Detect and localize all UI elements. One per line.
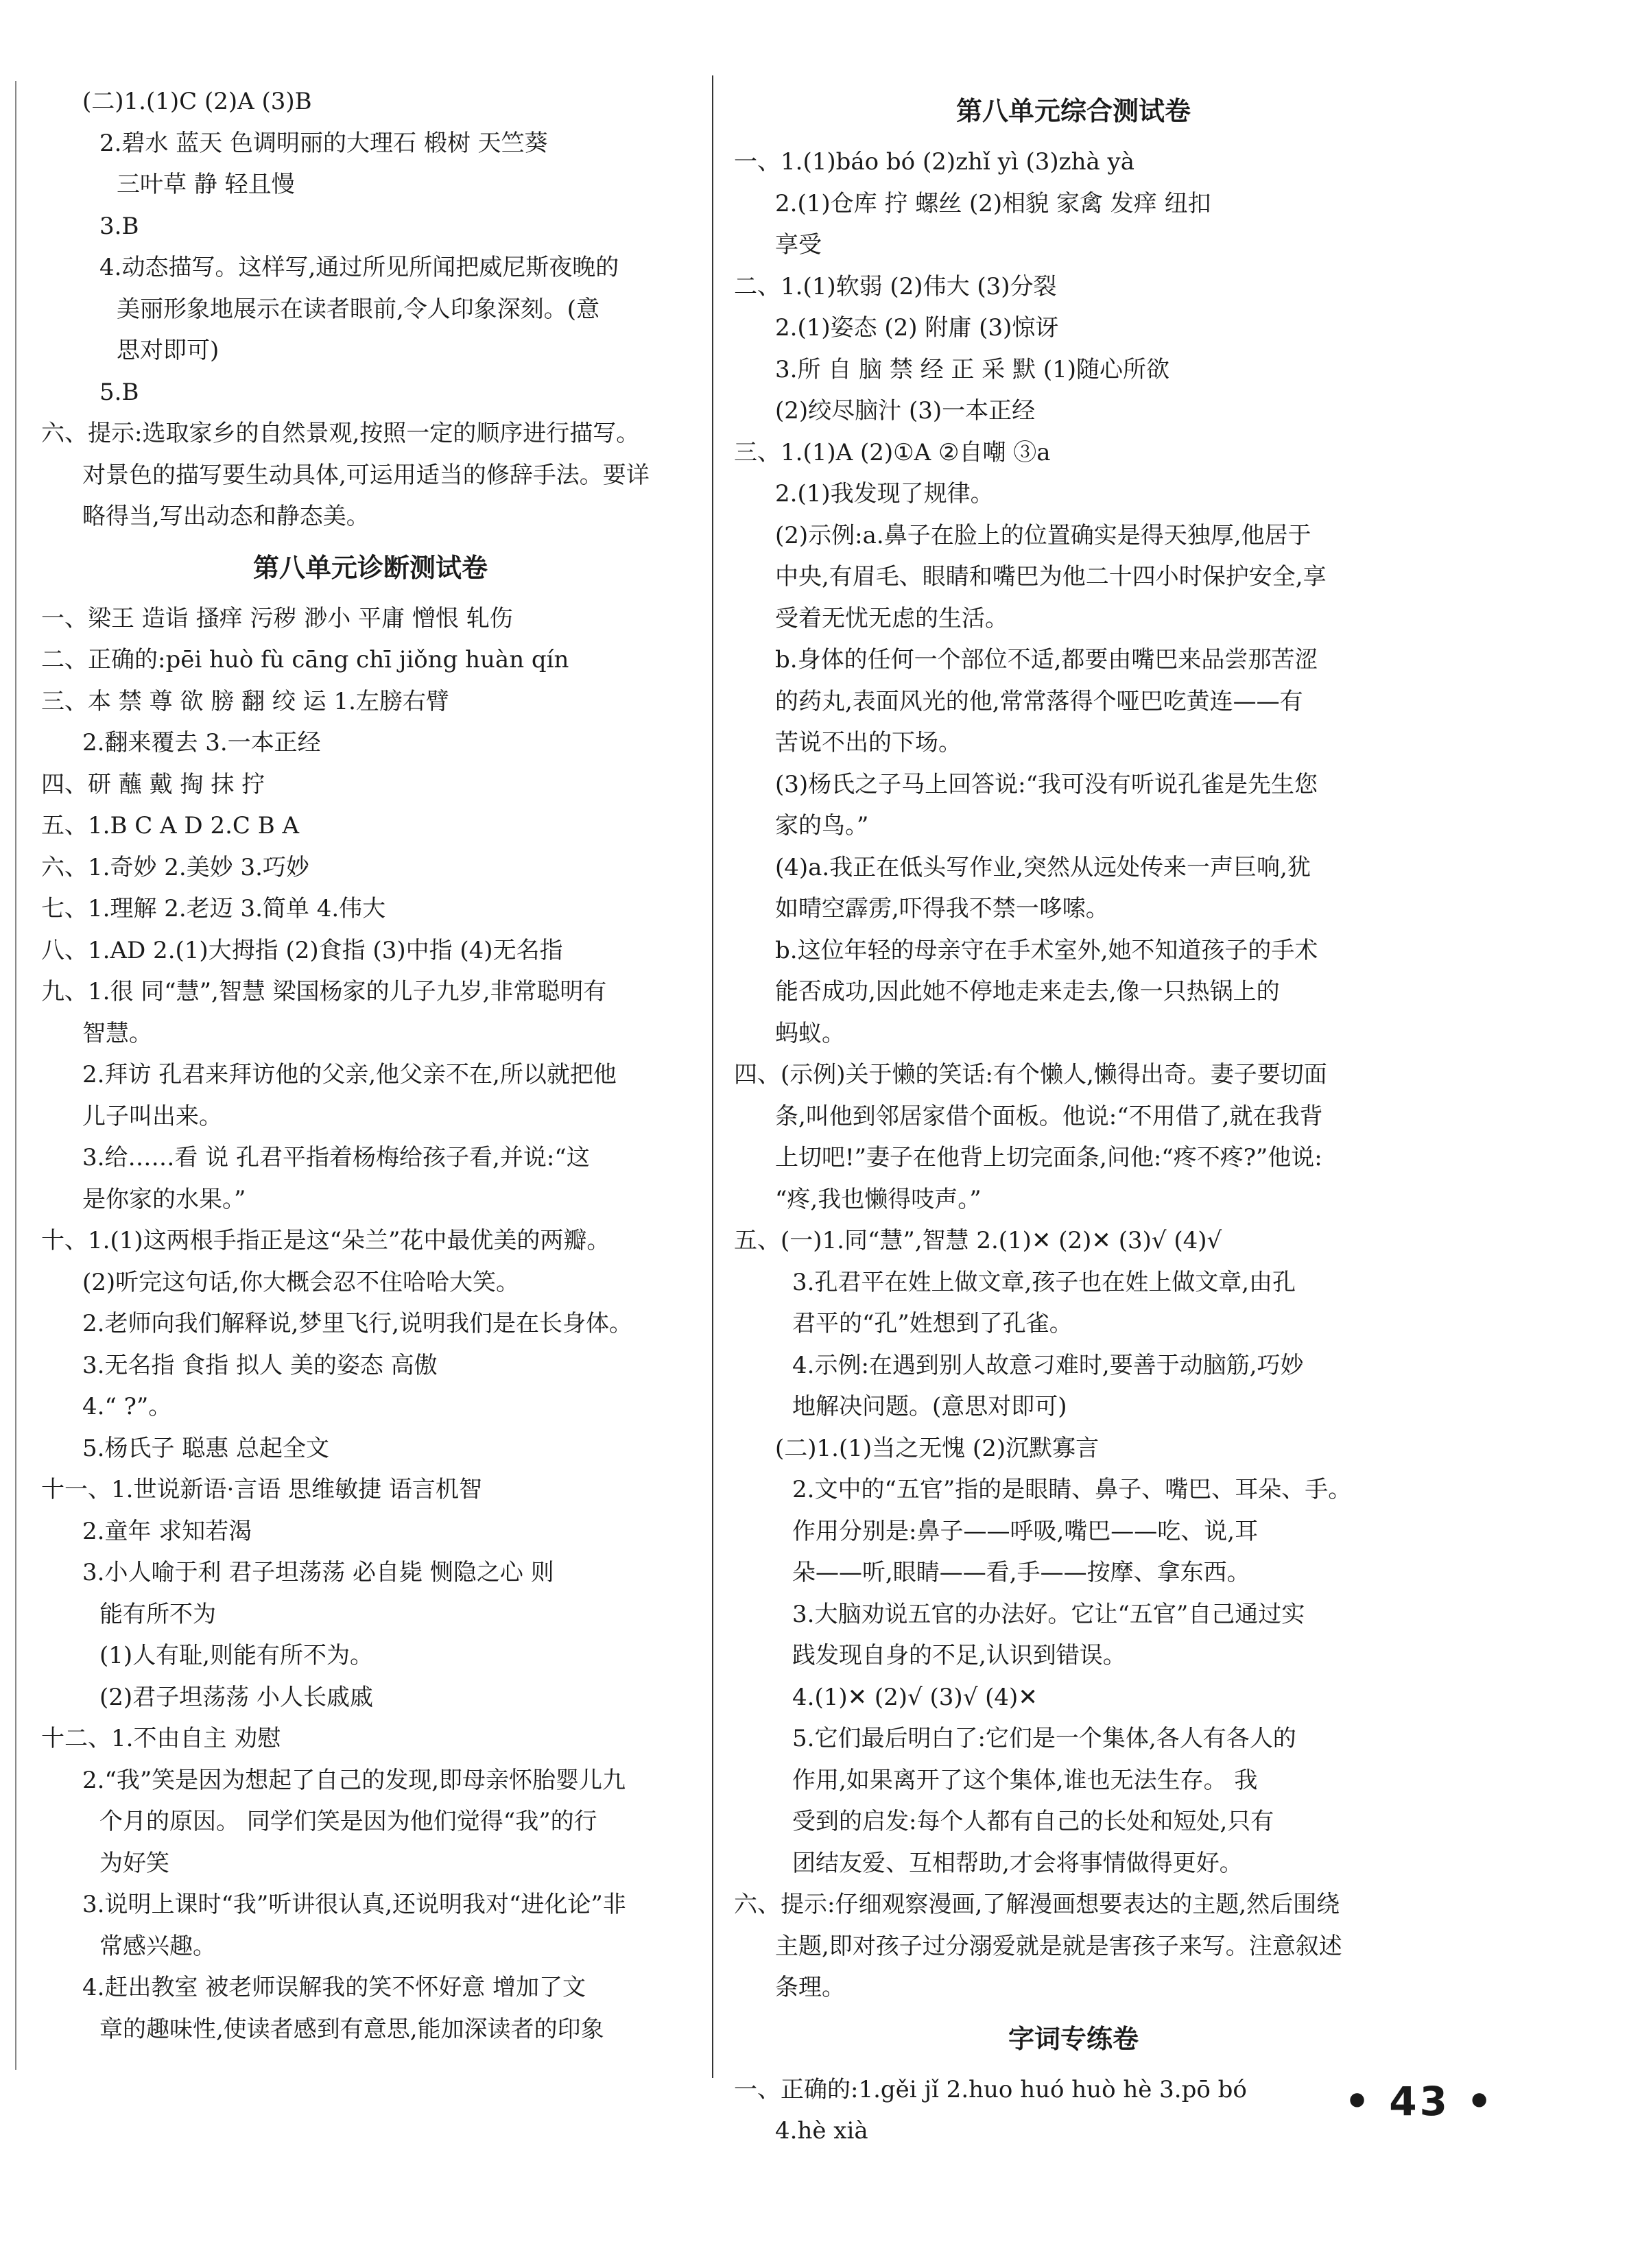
answer-line: 五、1.B C A D 2.C B A [41,812,300,839]
answer-line: 六、1.奇妙 2.美妙 3.巧妙 [41,853,309,881]
answer-line: 五、(一)1.同“慧”,智慧 2.(1)✕ (2)✕ (3)√ (4)√ [734,1227,1222,1254]
answer-line: 是你家的水果。” [82,1185,246,1213]
answer-line: 3.说明上课时“我”听讲很认真,还说明我对“进化论”非 [82,1891,626,1918]
answer-line: b.这位年轻的母亲守在手术室外,她不知道孩子的手术 [775,936,1318,964]
answer-line: 践发现自身的不足,认识到错误。 [792,1642,1126,1669]
right-column [734,81,1413,2152]
answer-line: 5.杨氏子 聪惠 总起全文 [82,1434,330,1462]
answer-line: 4.hè xià [775,2117,868,2145]
answer-line: 三、1.(1)A (2)①A ②自嘲 ③a [734,438,1051,466]
answer-line: 七、1.理解 2.老迈 3.简单 4.伟大 [41,895,386,922]
answer-line: 5.它们最后明白了:它们是一个集体,各人有各人的 [792,1725,1296,1752]
answer-line: 受着无忧无虑的生活。 [775,604,1008,632]
answer-line: 2.(1)我发现了规律。 [775,480,994,508]
answer-line: 2.童年 求知若渴 [82,1517,252,1545]
answer-line: 苦说不出的下场。 [775,729,962,756]
answer-line: 主题,即对孩子过分溺爱就是就是害孩子来写。注意叙述 [775,1932,1342,1960]
answer-line: 十二、1.不由自主 劝慰 [41,1725,281,1752]
answer-line: 二、正确的:pēi huò fù cāng chī jiǒng huàn qín [41,646,569,673]
answer-line: 2.(1)仓库 拧 螺丝 (2)相貌 家禽 发痒 纽扣 [775,189,1211,217]
answer-line: 一、正确的:1.gěi jǐ 2.huo huó huò hè 3.pō bó [734,2075,1247,2103]
answer-line: 作用,如果离开了这个集体,谁也无法生存。 我 [792,1766,1258,1794]
answer-line: 如晴空霹雳,吓得我不禁一哆嗦。 [775,895,1109,922]
answer-line: 十一、1.世说新语·言语 思维敏捷 语言机智 [41,1476,482,1503]
answer-line: (4)a.我正在低头写作业,突然从远处传来一声巨响,犹 [775,853,1311,881]
answer-line: 八、1.AD 2.(1)大拇指 (2)食指 (3)中指 (4)无名指 [41,936,563,964]
answer-line: 常感兴趣。 [99,1932,216,1960]
answer-line: 中央,有眉毛、眼睛和嘴巴为他二十四小时保护安全,享 [775,563,1327,590]
answer-line: 为好笑 [99,1849,169,1877]
answer-line: 2.拜访 孔君来拜访他的父亲,他父亲不在,所以就把他 [82,1061,617,1088]
answer-line: 四、研 蘸 戴 掏 抹 拧 [41,770,265,798]
answer-line: 3.孔君平在姓上做文章,孩子也在姓上做文章,由孔 [792,1268,1296,1296]
answer-line: 儿子叫出来。 [82,1102,222,1130]
answer-line: 三、本 禁 尊 欲 膀 翻 绞 运 1.左膀右臂 [41,687,449,715]
answer-line: 享受 [775,231,822,259]
answer-line: 十、1.(1)这两根手指正是这“朵兰”花中最优美的两瓣。 [41,1227,610,1254]
answer-line: 的药丸,表面风光的他,常常落得个哑巴吃黄连——有 [775,687,1303,715]
answer-line: 三叶草 静 轻且慢 [117,171,295,198]
answer-line: 2.碧水 蓝天 色调明丽的大理石 椴树 天竺葵 [99,129,548,157]
answer-line: 2.翻来覆去 3.一本正经 [82,729,321,756]
answer-line: 家的鸟。” [775,812,869,839]
answer-line: 3.大脑劝说五官的办法好。它让“五官”自己通过实 [792,1600,1305,1628]
answer-line: (1)人有耻,则能有所不为。 [99,1642,373,1669]
answer-line: 美丽形象地展示在读者眼前,令人印象深刻。(意 [117,295,600,323]
answer-line: 团结友爱、互相帮助,才会将事情做得更好。 [792,1849,1243,1877]
answer-line: 条理。 [775,1974,845,2001]
answer-line: (2)听完这句话,你大概会忍不住哈哈大笑。 [82,1268,519,1296]
answer-line: 一、梁王 造诣 搔痒 污秽 渺小 平庸 憎恨 轧伤 [41,604,513,632]
answer-line: 六、提示:仔细观察漫画,了解漫画想要表达的主题,然后围绕 [734,1891,1340,1918]
answer-line: 智慧。 [82,1019,152,1047]
answer-line: 四、(示例)关于懒的笑话:有个懒人,懒得出奇。妻子要切面 [734,1061,1327,1088]
answer-line: 朵——听,眼睛——看,手——按摩、拿东西。 [792,1559,1250,1586]
section-title: 第八单元诊断测试卷 [252,552,488,583]
answer-line: 二、1.(1)软弱 (2)伟大 (3)分裂 [734,272,1057,300]
answer-line: 4.赶出教室 被老师误解我的笑不怀好意 增加了文 [82,1974,586,2001]
answer-line: 3.给……看 说 孔君平指着杨梅给孩子看,并说:“这 [82,1144,590,1171]
answer-line: 3.小人喻于利 君子坦荡荡 必自毙 恻隐之心 则 [82,1559,554,1586]
answer-line: 作用分别是:鼻子——呼吸,嘴巴——吃、说,耳 [792,1517,1259,1545]
answer-line: 蚂蚁。 [775,1019,845,1047]
answer-line: 一、1.(1)báo bó (2)zhǐ yì (3)zhà yà [734,148,1135,176]
answer-line: 章的趣味性,使读者感到有意思,能加深读者的印象 [99,2015,604,2043]
answer-line: 思对即可) [117,337,219,364]
section-title: 字词专练卷 [1008,2023,1139,2054]
answer-line: (3)杨氏之子马上回答说:“我可没有听说孔雀是先生您 [775,770,1318,798]
answer-line: 地解决问题。(意思对即可) [792,1393,1067,1420]
section-title: 第八单元综合测试卷 [955,96,1191,126]
answer-line: 略得当,写出动态和静态美。 [82,503,370,530]
answer-line: 对景色的描写要生动具体,可运用适当的修辞手法。要详 [82,461,650,489]
answer-line: b.身体的任何一个部位不适,都要由嘴巴来品尝那苦涩 [775,646,1318,673]
answer-line: (2)君子坦荡荡 小人长戚戚 [99,1683,373,1711]
answer-line: 4.(1)✕ (2)√ (3)√ (4)✕ [792,1683,1038,1711]
answer-line: 3.B [99,212,139,240]
answer-line: 2.“我”笑是因为想起了自己的发现,即母亲怀胎婴儿九 [82,1766,626,1794]
margin-line [15,81,16,2070]
answer-line: 4.示例:在遇到别人故意刁难时,要善于动脑筋,巧妙 [792,1351,1304,1379]
answer-line: 受到的启发:每个人都有自己的长处和短处,只有 [792,1808,1274,1835]
answer-line: 君平的“孔”姓想到了孔雀。 [792,1310,1073,1337]
answer-line: 能有所不为 [99,1600,216,1628]
answer-line: 条,叫他到邻居家借个面板。他说:“不用借了,就在我背 [775,1102,1323,1130]
answer-line: (2)绞尽脑汁 (3)一本正经 [775,397,1036,425]
answer-line: 5.B [99,378,139,406]
answer-line: 4.“ ?”。 [82,1393,172,1420]
answer-line: 2.文中的“五官”指的是眼睛、鼻子、嘴巴、耳朵、手。 [792,1476,1352,1503]
answer-line: 3.无名指 食指 拟人 美的姿态 高傲 [82,1351,438,1379]
answer-line: 3.所 自 脑 禁 经 正 采 默 (1)随心所欲 [775,355,1170,383]
answer-line: 个月的原因。 同学们笑是因为他们觉得“我”的行 [99,1808,597,1835]
answer-line: 2.老师向我们解释说,梦里飞行,说明我们是在长身体。 [82,1310,633,1337]
answer-line: 九、1.很 同“慧”,智慧 梁国杨家的儿子九岁,非常聪明有 [41,978,607,1005]
answer-line: 能否成功,因此她不停地走来走去,像一只热锅上的 [775,978,1280,1005]
answer-line: 2.(1)姿态 (2) 附庸 (3)惊讶 [775,314,1059,342]
column-divider [712,75,713,2078]
answer-line: (二)1.(1)C (2)A (3)B [82,88,312,115]
answer-line: “疼,我也懒得吱声。” [775,1185,982,1213]
answer-line: 六、提示:选取家乡的自然景观,按照一定的顺序进行描写。 [41,420,640,447]
answer-line: (2)示例:a.鼻子在脸上的位置确实是得天独厚,他居于 [775,521,1311,549]
left-column [41,81,700,2050]
answer-line: (二)1.(1)当之无愧 (2)沉默寡言 [775,1434,1100,1462]
answer-line: 4.动态描写。这样写,通过所见所闻把威尼斯夜晚的 [99,254,619,281]
answer-line: 上切吧!”妻子在他背上切完面条,问他:“疼不疼?”他说: [775,1144,1322,1171]
page-number: • 43 • [1344,2078,1495,2125]
